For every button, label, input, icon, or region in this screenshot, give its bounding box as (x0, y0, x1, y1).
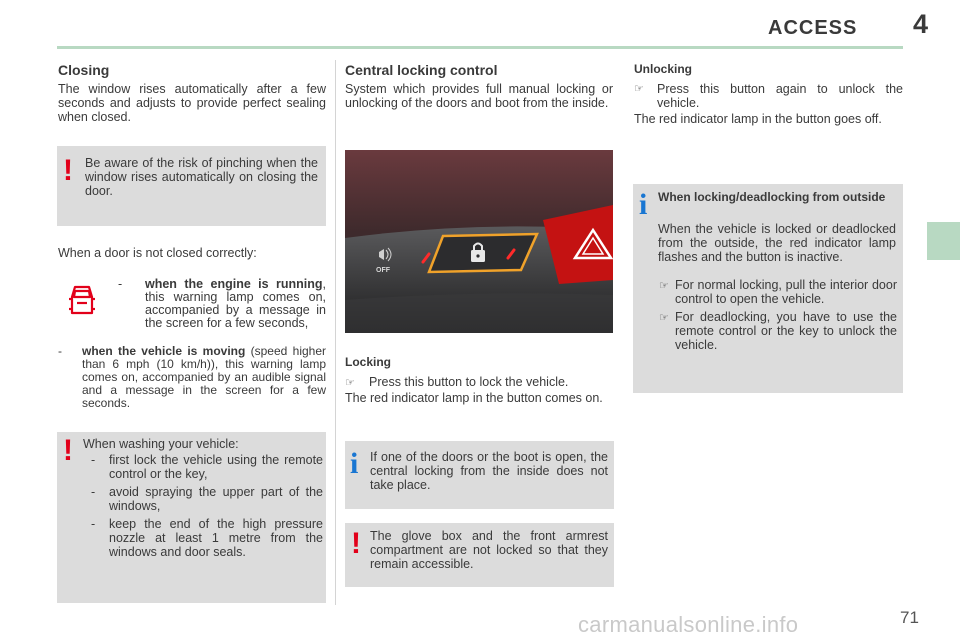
info-outside-steps (649, 278, 897, 356)
warning-pinch-text: Be aware of the risk of pinching when the window rises automatically on closing the door. (85, 156, 318, 198)
unlocking-title: Unlocking (634, 62, 693, 76)
closing-title: Closing (58, 62, 110, 78)
door-open-icon (66, 283, 98, 319)
header-rule (57, 46, 903, 49)
info-outside-step: ☞ For normal locking, pull the interior door control to open the vehicle. (659, 278, 897, 306)
washing-item: - avoid spraying the upper part of the windows, (83, 485, 323, 513)
photo-off-label: OFF (376, 267, 390, 274)
unlocking-note: The red indicator lamp in the button goes off. (634, 112, 882, 126)
central-intro: System which provides full manual locking or unlocking of the doors and boot from the inside. (345, 82, 613, 110)
warning-icon: ! (63, 434, 73, 467)
item-engine-running-bold: when the engine is running (145, 277, 323, 291)
locking-title: Locking (345, 355, 392, 369)
item-engine-running: - when the engine is running, this warning lamp comes on, accompanied by a message in the screen for a few seconds, (118, 277, 326, 330)
hand-pointer-icon: ☞ (659, 280, 669, 292)
warning-icon: ! (63, 154, 73, 187)
unlocking-step-text: Press this button again to unlock the vehicle. (657, 82, 903, 110)
page-number: 71 (900, 608, 919, 627)
item-vehicle-moving-rest: (speed higher than 6 mph (10 km/h)), this warning lamp comes on, accompanied by an audible signal and a message in the screen for a few seconds. (82, 344, 326, 410)
warning-box-glovebox (345, 523, 614, 587)
central-title: Central locking control (345, 62, 498, 78)
info-box-outside-locking (633, 184, 903, 393)
info-outside-step: ☞ For deadlocking, you have to use the remote control or the key to unlock the vehicle. (659, 310, 897, 352)
watermark: carmanualsonline.info (578, 612, 799, 637)
door-not-closed-text: When a door is not closed correctly: (58, 246, 257, 260)
info-door-open-text: If one of the doors or the boot is open, the central locking from the inside does not take place. (370, 450, 608, 492)
info-icon: i (350, 447, 359, 480)
unlocking-step (634, 82, 903, 110)
washing-item: - first lock the vehicle using the remote control or the key, (83, 453, 323, 481)
chapter-side-tab (927, 222, 960, 260)
locking-note: The red indicator lamp in the button comes on. (345, 391, 603, 405)
washing-item: - keep the end of the high pressure nozzle at least 1 metre from the windows and door seals. (83, 517, 323, 559)
header-title: ACCESS (768, 17, 858, 39)
hand-pointer-icon: ☞ (345, 377, 355, 389)
warning-icon: ! (351, 527, 361, 560)
locking-step (345, 375, 613, 390)
hand-pointer-icon: ☞ (634, 83, 644, 95)
chapter-number: 4 (913, 9, 929, 39)
locking-button-photo (345, 150, 613, 333)
column-separator (335, 60, 336, 605)
item-vehicle-moving-bold: when the vehicle is moving (82, 344, 246, 358)
item-vehicle-moving: - when the vehicle is moving (speed higher than 6 mph (10 km/h)), this warning lamp comes on, accompanied by an audible signal and a message in the screen for a few seconds. (58, 344, 326, 410)
info-box-door-open (345, 441, 614, 509)
info-outside-title: When locking/deadlocking from outside (658, 190, 886, 204)
locking-step-text: Press this button to lock the vehicle. (369, 375, 569, 389)
warning-box-washing (57, 432, 326, 603)
info-icon: i (639, 188, 648, 221)
washing-title: When washing your vehicle: (83, 437, 239, 451)
item-engine-running-rest: , this warning lamp comes on, accompanied by a message in the screen for a few seconds, (145, 277, 326, 330)
warning-box-pinch (57, 146, 326, 226)
warning-glovebox-text: The glove box and the front armrest compartment are not locked so that they remain accessible. (370, 529, 608, 571)
closing-intro: The window rises automatically after a few seconds and adjusts to provide perfect sealing when closed. (58, 82, 326, 124)
washing-list (83, 453, 323, 563)
info-outside-body: When the vehicle is locked or deadlocked from the outside, the red indicator lamp flashes and the button is inactive. (658, 222, 896, 264)
hand-pointer-icon: ☞ (659, 312, 669, 324)
